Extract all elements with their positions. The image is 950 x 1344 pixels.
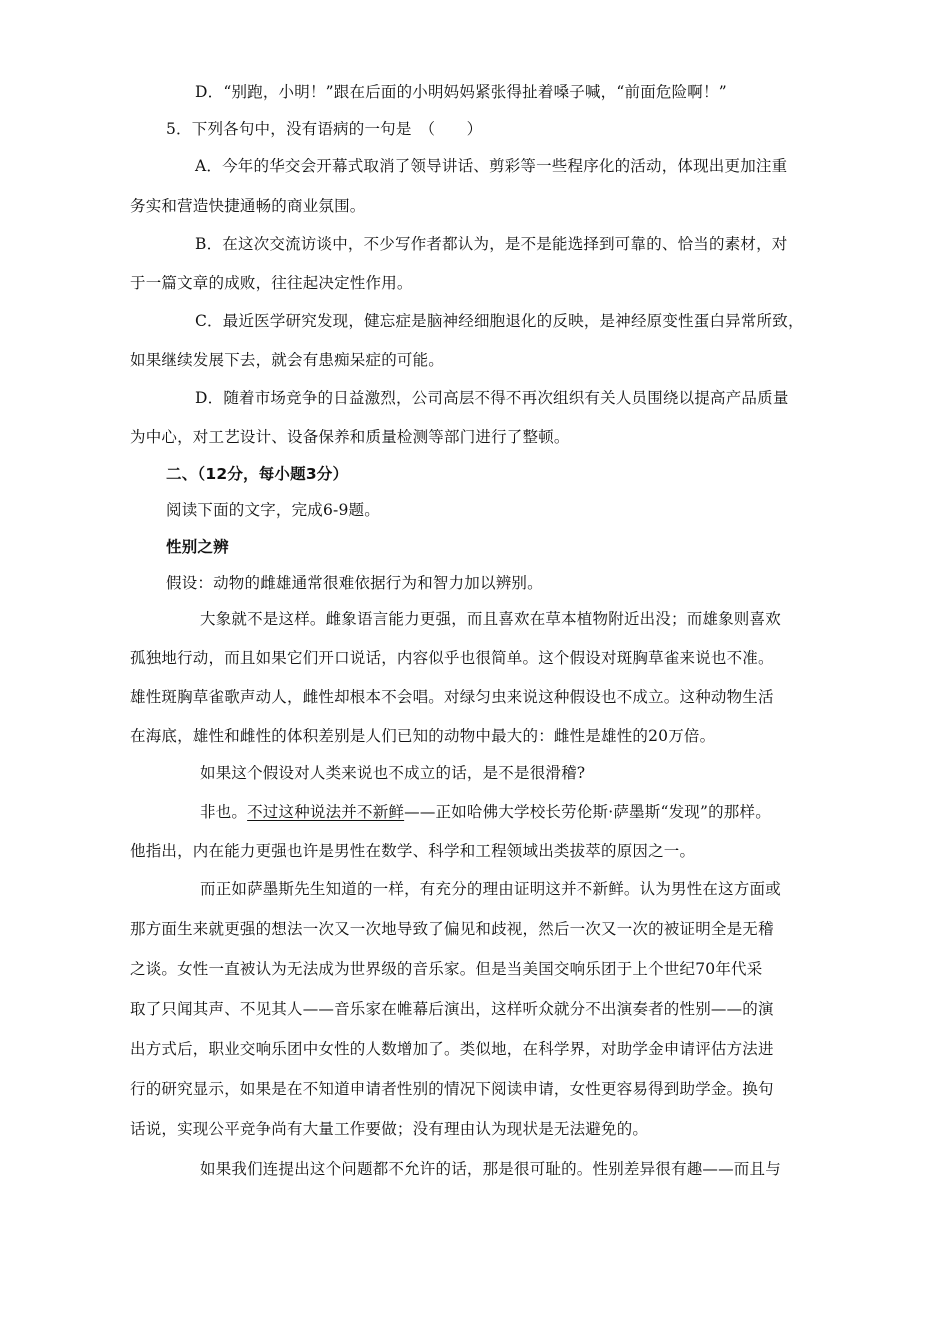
q5-option-a-line2: 务实和营造快捷通畅的商业氛围。	[130, 197, 366, 215]
section-heading: 二、（12分，每小题3分）	[166, 465, 349, 483]
passage-p3: 如果这个假设对人类来说也不成立的话，是不是很滑稽?	[200, 764, 586, 782]
passage-p4-line2: 他指出，内在能力更强也许是男性在数学、科学和工程领域出类拔萃的原因之一。	[130, 842, 696, 860]
passage-p5-line2: 那方面生来就更强的想法一次又一次地导致了偏见和歧视，然后一次又一次的被证明全是无稽	[130, 920, 774, 938]
passage-p5-line3: 之谈。女性一直被认为无法成为世界级的音乐家。但是当美国交响乐团于上个世纪70年代采	[130, 960, 763, 978]
passage-p4-prefix: 非也。	[200, 803, 248, 821]
section-instruction: 阅读下面的文字，完成6-9题。	[166, 501, 380, 519]
passage-p5-line7: 话说，实现公平竞争尚有大量工作要做；没有理由认为现状是无法避免的。	[130, 1120, 649, 1138]
passage-p2-line4: 在海底，雄性和雌性的体积差别是人们已知的动物中最大的：雌性是雄性的20万倍。	[130, 727, 716, 745]
passage-p4-line1	[200, 802, 771, 822]
q5-option-b-line1: B．在这次交流访谈中，不少写作者都认为，是不是能选择到可靠的、恰当的素材，对	[195, 235, 788, 253]
q5-option-d-line2: 为中心，对工艺设计、设备保养和质量检测等部门进行了整顿。	[130, 428, 570, 446]
q5-option-d-line1: D．随着市场竞争的日益激烈，公司高层不得不再次组织有关人员围绕以提高产品质量	[195, 389, 789, 407]
passage-p4-suffix: ——正如哈佛大学校长劳伦斯·萨墨斯“发现”的那样。	[404, 803, 771, 821]
q4-option-d: D．“别跑，小明！”跟在后面的小明妈妈紧张得扯着嗓子喊，“前面危险啊！”	[195, 83, 727, 101]
passage-p4-underlined-phrase: 不过这种说法并不新鲜	[247, 803, 405, 821]
passage-p2-line2: 孤独地行动，而且如果它们开口说话，内容似乎也很简单。这个假设对斑胸草雀来说也不准。	[130, 649, 774, 667]
passage-p2-line3: 雄性斑胸草雀歌声动人，雌性却根本不会唱。对绿匀虫来说这种假设也不成立。这种动物生活	[130, 688, 774, 706]
passage-p2-line1: 大象就不是这样。雌象语言能力更强，而且喜欢在草本植物附近出没；而雄象则喜欢	[200, 610, 781, 628]
passage-p5-line1: 而正如萨墨斯先生知道的一样，有充分的理由证明这并不新鲜。认为男性在这方面或	[200, 880, 781, 898]
passage-p5-line5: 出方式后，职业交响乐团中女性的人数增加了。类似地，在科学界，对助学金申请评估方法进	[130, 1040, 774, 1058]
q5-stem: 5．下列各句中，没有语病的一句是 （ ）	[166, 120, 483, 138]
q5-option-c-line2: 如果继续发展下去，就会有患痴呆症的可能。	[130, 351, 445, 369]
q5-option-a-line1: A．今年的华交会开幕式取消了领导讲话、剪彩等一些程序化的活动，体现出更加注重	[195, 157, 788, 175]
passage-p1: 假设：动物的雌雄通常很难依据行为和智力加以辨别。	[166, 574, 543, 592]
passage-title: 性别之辨	[166, 538, 229, 556]
passage-p6-line1: 如果我们连提出这个问题都不允许的话，那是很可耻的。性别差异很有趣——而且与	[200, 1160, 781, 1178]
passage-p5-line6: 行的研究显示，如果是在不知道申请者性别的情况下阅读申请，女性更容易得到助学金。换句	[130, 1080, 774, 1098]
passage-p5-line4: 取了只闻其声、不见其人——音乐家在帷幕后演出，这样听众就分不出演奏者的性别——的演	[130, 1000, 774, 1018]
q5-option-b-line2: 于一篇文章的成败，往往起决定性作用。	[130, 274, 413, 292]
q5-option-c-line1: C．最近医学研究发现，健忘症是脑神经细胞退化的反映，是神经原变性蛋白异常所致，	[195, 312, 804, 330]
